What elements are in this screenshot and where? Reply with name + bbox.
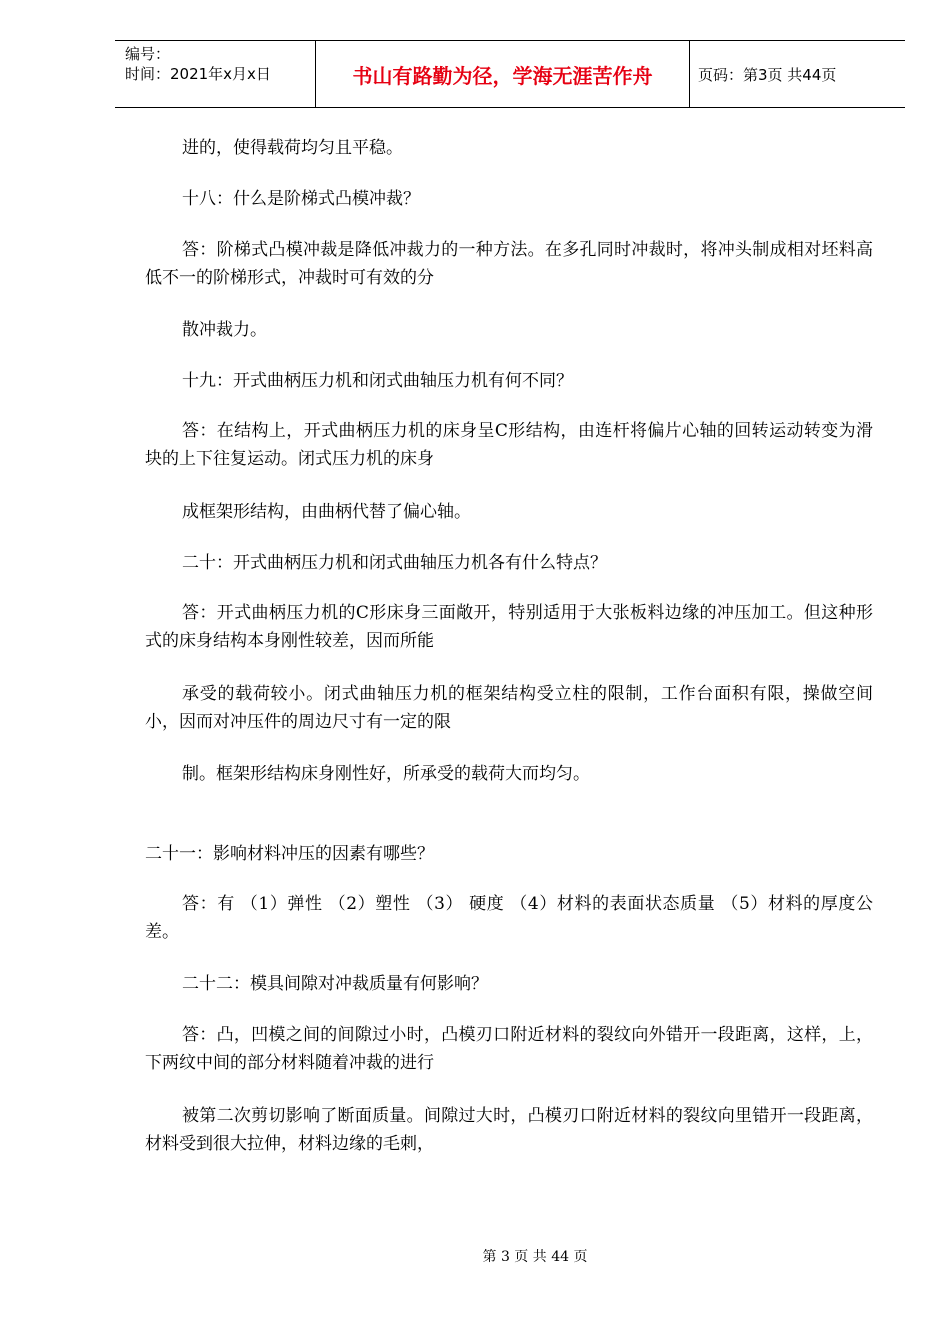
paragraph: 成框架形结构，由曲柄代替了偏心轴。 bbox=[182, 502, 471, 522]
header-meta bbox=[115, 41, 315, 107]
question-heading: 二十：开式曲柄压力机和闭式曲轴压力机各有什么特点？ bbox=[182, 553, 607, 573]
document-number-label: 编号： bbox=[125, 45, 171, 63]
question-heading: 十九：开式曲柄压力机和闭式曲轴压力机有何不同？ bbox=[182, 371, 573, 391]
question-heading: 二十二：模具间隙对冲裁质量有何影响？ bbox=[182, 974, 488, 994]
document-date-label: 时间：2021年x月x日 bbox=[125, 65, 271, 83]
question-heading: 二十一：影响材料冲压的因素有哪些？ bbox=[145, 844, 434, 864]
paragraph: 承受的载荷较小。闭式曲轴压力机的框架结构受立柱的限制，工作台面积有限，操做空间小，因而对冲压件的周边尺寸有一定的限 bbox=[145, 684, 873, 732]
paragraph: 进的，使得载荷均匀且平稳。 bbox=[182, 138, 403, 158]
page-footer: 第 3 页 共 44 页 bbox=[482, 1249, 588, 1265]
answer-paragraph: 答：在结构上，开式曲柄压力机的床身呈C形结构，由连杆将偏片心轴的回转运动转变为滑块的上下往复运动。闭式压力机的床身 bbox=[145, 421, 873, 469]
header-page-info: 页码：第3页 共44页 bbox=[698, 65, 837, 84]
answer-paragraph: 答：凸，凹模之间的间隙过小时，凸模刃口附近材料的裂纹向外错开一段距离，这样，上，下两纹中间的部分材料随着冲裁的进行 bbox=[145, 1025, 873, 1073]
paragraph: 制。框架形结构床身刚性好，所承受的载荷大而均匀。 bbox=[182, 764, 590, 784]
answer-paragraph: 答：阶梯式凸模冲裁是降低冲裁力的一种方法。在多孔同时冲裁时，将冲头制成相对坯料高低不一的阶梯形式，冲裁时可有效的分 bbox=[145, 240, 873, 288]
paragraph: 被第二次剪切影响了断面质量。间隙过大时，凸模刃口附近材料的裂纹向里错开一段距离，材料受到很大拉伸，材料边缘的毛刺， bbox=[145, 1106, 873, 1154]
paragraph: 散冲裁力。 bbox=[182, 320, 267, 340]
answer-paragraph: 答：有 （1）弹性 （2）塑性 （3） 硬度 （4）材料的表面状态质量 （5）材料的厚度公差。 bbox=[145, 894, 873, 942]
question-heading: 十八：什么是阶梯式凸模冲裁？ bbox=[182, 189, 420, 209]
page-header bbox=[115, 40, 905, 108]
header-slogan: 书山有路勤为径，学海无涯苦作舟 bbox=[315, 41, 690, 107]
answer-paragraph: 答：开式曲柄压力机的C形床身三面敞开，特别适用于大张板料边缘的冲压加工。但这种形式的床身结构本身刚性较差，因而所能 bbox=[145, 603, 873, 651]
